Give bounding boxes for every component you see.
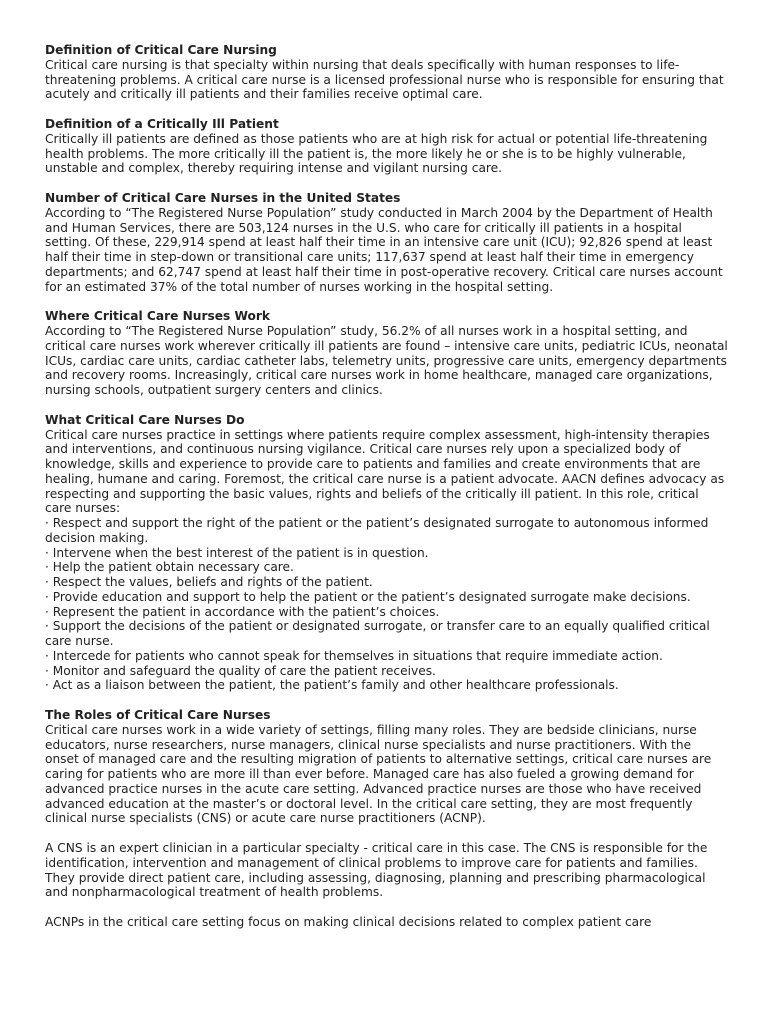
section-heading: Number of Critical Care Nurses in the United States [45, 191, 401, 205]
section-roles-of-nurses [45, 708, 728, 826]
section-definition-critically-ill-patient [45, 117, 728, 176]
bullet-item: · Help the patient obtain necessary care. [45, 560, 294, 575]
paragraph-cns: A CNS is an expert clinician in a particular specialty - critical care in this case. The CNS is responsible for the identification, intervention and management of clinical problems to improve care for patients and families. They provide direct patient care, including assessing, diagnosing, planning and prescribing pharmacological and nonpharmacological treatment of health problems. [45, 841, 708, 900]
bullet-item: · Represent the patient in accordance with the patient’s choices. [45, 604, 440, 619]
section-heading: Definition of a Critically Ill Patient [45, 117, 279, 131]
section-body: Critical care nurses work in a wide variety of settings, filling many roles. They are bedside clinicians, nurse educators, nurse researchers, nurse managers, clinical nurse specialists and nurse practitioners. With the onset of managed care and the resulting migration of patients to alternative settings, critical care nurses are caring for patients who are more ill than ever before. Managed care has also fueled a growing demand for advanced practice nurses in the acute care setting. Advanced practice nurses are those who have received advanced education at the master’s or doctoral level. In the critical care setting, they are most frequently clinical nurse specialists (CNS) or acute care nurse practitioners (ACNP). [45, 722, 712, 826]
section-number-of-nurses [45, 191, 728, 294]
section-heading: Where Critical Care Nurses Work [45, 309, 270, 324]
bullet-item: · Intercede for patients who cannot speak for themselves in situations that require immediate action. [45, 648, 663, 663]
bullet-item: · Respect and support the right of the patient or the patient’s designated surrogate to autonomous informed decision making. [45, 516, 709, 545]
section-body: According to “The Registered Nurse Population” study conducted in March 2004 by the Department of Health and Human Services, there are 503,124 nurses in the U.S. who care for critically ill patients in a hospital setting. Of these, 229,914 spend at least half their time in an intensive care unit (ICU); 92,826 spend at least half their time in step-down or transitional care units; 117,637 spend at least half their time in emergency departments; and 62,747 spend at least half their time in post-operative recovery. Critical care nurses account for an estimated 37% of the total number of nurses working in the hospital setting. [45, 205, 723, 294]
section-heading: What Critical Care Nurses Do [45, 412, 245, 427]
bullet-item: · Act as a liaison between the patient, the patient’s family and other healthcare professionals. [45, 678, 619, 693]
section-body: Critical care nursing is that specialty within nursing that deals specifically with human responses to life-threatening problems. A critical care nurse is a licensed professional nurse who is responsible for ensuring that acutely and critically ill patients and their families receive optimal care. [45, 57, 724, 102]
bullet-item: · Support the decisions of the patient or designated surrogate, or transfer care to an equally qualified critical care nurse. [45, 619, 710, 648]
section-where-nurses-work [45, 309, 728, 398]
section-definition-critical-care-nursing [45, 43, 728, 102]
advocacy-bullet-list [45, 516, 728, 693]
bullet-item: · Provide education and support to help the patient or the patient’s designated surrogate make decisions. [45, 589, 691, 604]
bullet-item: · Intervene when the best interest of the patient is in question. [45, 545, 429, 560]
section-body: According to “The Registered Nurse Population” study, 56.2% of all nurses work in a hospital setting, and critical care nurses work wherever critically ill patients are found – intensive care units, pediatric ICUs, neonatal ICUs, cardiac care units, cardiac catheter labs, telemetry units, progressive care units, emergency departments and recovery rooms. Increasingly, critical care nurses work in home healthcare, managed care organizations, nursing schools, outpatient surgery centers and clinics. [45, 324, 728, 397]
section-body: Critically ill patients are defined as those patients who are at high risk for actual or potential life-threatening health problems. The more critically ill the patient is, the more likely he or she is to be highly vulnerable, unstable and complex, thereby requiring intense and vigilant nursing care. [45, 131, 708, 176]
section-heading: The Roles of Critical Care Nurses [45, 708, 271, 722]
section-what-nurses-do [45, 413, 728, 693]
paragraph-acnp: ACNPs in the critical care setting focus on making clinical decisions related to complex patient care [45, 915, 652, 929]
bullet-item: · Monitor and safeguard the quality of care the patient receives. [45, 663, 436, 678]
bullet-item: · Respect the values, beliefs and rights of the patient. [45, 575, 373, 589]
section-heading: Definition of Critical Care Nursing [45, 43, 277, 57]
section-body: Critical care nurses practice in settings where patients require complex assessment, high-intensity therapies and interventions, and continuous nursing vigilance. Critical care nurses rely upon a specialized body of knowledge, skills and experience to provide care to patients and families and create environments that are healing, humane and caring. Foremost, the critical care nurse is a patient advocate. AACN defines advocacy as respecting and supporting the basic values, rights and beliefs of the critically ill patient. In this role, critical care nurses: [45, 427, 725, 516]
